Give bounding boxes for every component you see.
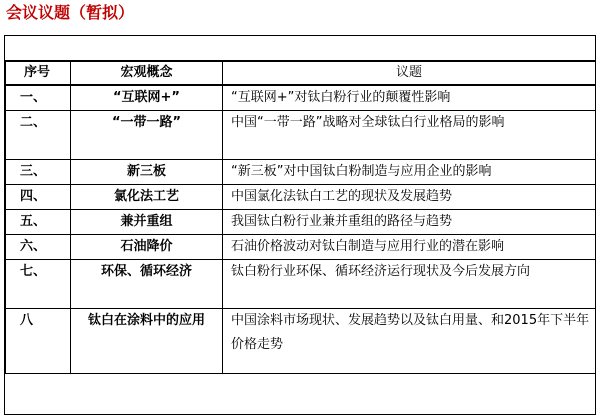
table-row — [6, 210, 596, 235]
table-row — [6, 111, 596, 160]
header-number: 序号 — [6, 61, 71, 85]
row-number: 六、 — [6, 235, 71, 260]
header-concept: 宏观概念 — [71, 61, 223, 85]
row-number: 四、 — [6, 185, 71, 210]
row-topic: “新三板”对中国钛白粉制造与应用企业的影响 — [223, 160, 596, 185]
table-row — [6, 309, 596, 374]
row-concept: “一带一路” — [71, 111, 223, 160]
row-topic: 中国涂料市场现状、发展趋势以及钛白用量、和2015年下半年价格走势 — [223, 309, 596, 374]
row-topic: “互联网+”对钛白粉行业的颠覆性影响 — [223, 85, 596, 111]
table-row — [6, 260, 596, 309]
row-topic: 石油价格波动对钛白制造与应用行业的潜在影响 — [223, 235, 596, 260]
table-row — [6, 185, 596, 210]
page-title: 会议议题（暂拟） — [6, 3, 135, 22]
row-number: 八 — [6, 309, 71, 374]
agenda-table — [5, 60, 596, 374]
row-number: 一、 — [6, 85, 71, 111]
row-number: 二、 — [6, 111, 71, 160]
row-concept: 新三板 — [71, 160, 223, 185]
row-concept: 钛白在涂料中的应用 — [71, 309, 223, 374]
row-topic: 中国“一带一路”战略对全球钛白行业格局的影响 — [223, 111, 596, 160]
table-header-row — [6, 61, 596, 85]
row-concept: 兼并重组 — [71, 210, 223, 235]
row-number: 七、 — [6, 260, 71, 309]
row-number: 三、 — [6, 160, 71, 185]
table-row — [6, 235, 596, 260]
agenda-table-frame — [4, 35, 596, 415]
row-concept: 氯化法工艺 — [71, 185, 223, 210]
table-row — [6, 85, 596, 111]
table-row — [6, 160, 596, 185]
row-concept: “互联网+” — [71, 85, 223, 111]
row-concept: 环保、循环经济 — [71, 260, 223, 309]
row-number: 五、 — [6, 210, 71, 235]
row-topic: 我国钛白粉行业兼并重组的路径与趋势 — [223, 210, 596, 235]
row-topic: 中国氯化法钛白工艺的现状及发展趋势 — [223, 185, 596, 210]
row-topic: 钛白粉行业环保、循环经济运行现状及今后发展方向 — [223, 260, 596, 309]
header-topic: 议题 — [223, 61, 596, 85]
row-concept: 石油降价 — [71, 235, 223, 260]
